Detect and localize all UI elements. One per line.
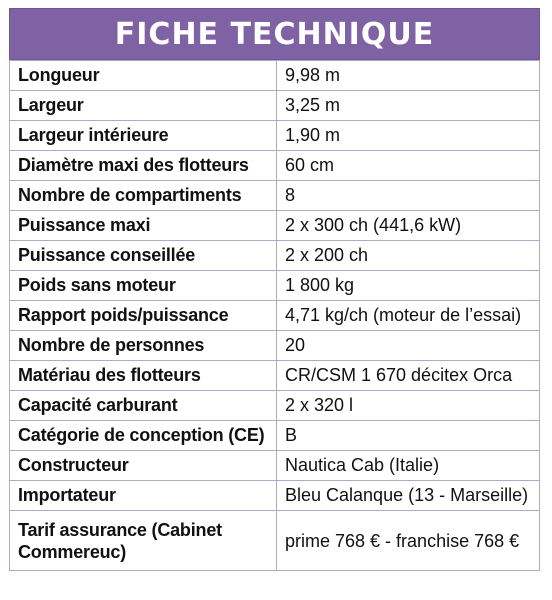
- row-label-largeur-interieure: Largeur intérieure: [10, 121, 277, 151]
- table-row: [10, 361, 540, 391]
- table-row: [10, 61, 540, 91]
- row-value-personnes: 20: [277, 331, 540, 361]
- row-value-materiau: CR/CSM 1 670 décitex Orca: [277, 361, 540, 391]
- row-label-compartiments: Nombre de compartiments: [10, 181, 277, 211]
- row-label-carburant: Capacité carburant: [10, 391, 277, 421]
- row-value-largeur: 3,25 m: [277, 91, 540, 121]
- table-row: [10, 421, 540, 451]
- row-value-longueur: 9,98 m: [277, 61, 540, 91]
- spec-sheet: [9, 8, 540, 571]
- row-label-largeur: Largeur: [10, 91, 277, 121]
- row-value-importateur: Bleu Calanque (13 - Marseille): [277, 481, 540, 511]
- row-label-constructeur: Constructeur: [10, 451, 277, 481]
- row-label-importateur: Importateur: [10, 481, 277, 511]
- row-label-materiau: Matériau des flotteurs: [10, 361, 277, 391]
- row-value-compartiments: 8: [277, 181, 540, 211]
- spec-sheet-title: FICHE TECHNIQUE: [9, 8, 540, 60]
- row-label-personnes: Nombre de personnes: [10, 331, 277, 361]
- table-row: [10, 451, 540, 481]
- row-label-diametre-flotteurs: Diamètre maxi des flotteurs: [10, 151, 277, 181]
- row-label-puissance-conseillee: Puissance conseillée: [10, 241, 277, 271]
- table-row: [10, 511, 540, 571]
- table-row: [10, 271, 540, 301]
- row-value-puissance-maxi: 2 x 300 ch (441,6 kW): [277, 211, 540, 241]
- table-row: [10, 121, 540, 151]
- table-row: [10, 391, 540, 421]
- table-row: [10, 241, 540, 271]
- row-label-longueur: Longueur: [10, 61, 277, 91]
- row-label-categorie: Catégorie de conception (CE): [10, 421, 277, 451]
- row-value-poids: 1 800 kg: [277, 271, 540, 301]
- table-row: [10, 211, 540, 241]
- row-label-puissance-maxi: Puissance maxi: [10, 211, 277, 241]
- row-label-rapport-poids-puissance: Rapport poids/puissance: [10, 301, 277, 331]
- row-value-tarif-assurance: prime 768 € - franchise 768 €: [277, 511, 540, 571]
- spec-table: [9, 60, 540, 571]
- row-value-diametre-flotteurs: 60 cm: [277, 151, 540, 181]
- table-row: [10, 481, 540, 511]
- table-row: [10, 151, 540, 181]
- row-value-largeur-interieure: 1,90 m: [277, 121, 540, 151]
- table-row: [10, 181, 540, 211]
- row-label-tarif-assurance: Tarif assurance (Cabinet Commereuc): [10, 511, 277, 571]
- table-row: [10, 301, 540, 331]
- row-value-categorie: B: [277, 421, 540, 451]
- table-row: [10, 331, 540, 361]
- row-value-rapport-poids-puissance: 4,71 kg/ch (moteur de l’essai): [277, 301, 540, 331]
- row-value-constructeur: Nautica Cab (Italie): [277, 451, 540, 481]
- table-row: [10, 91, 540, 121]
- row-value-puissance-conseillee: 2 x 200 ch: [277, 241, 540, 271]
- row-value-carburant: 2 x 320 l: [277, 391, 540, 421]
- row-label-poids: Poids sans moteur: [10, 271, 277, 301]
